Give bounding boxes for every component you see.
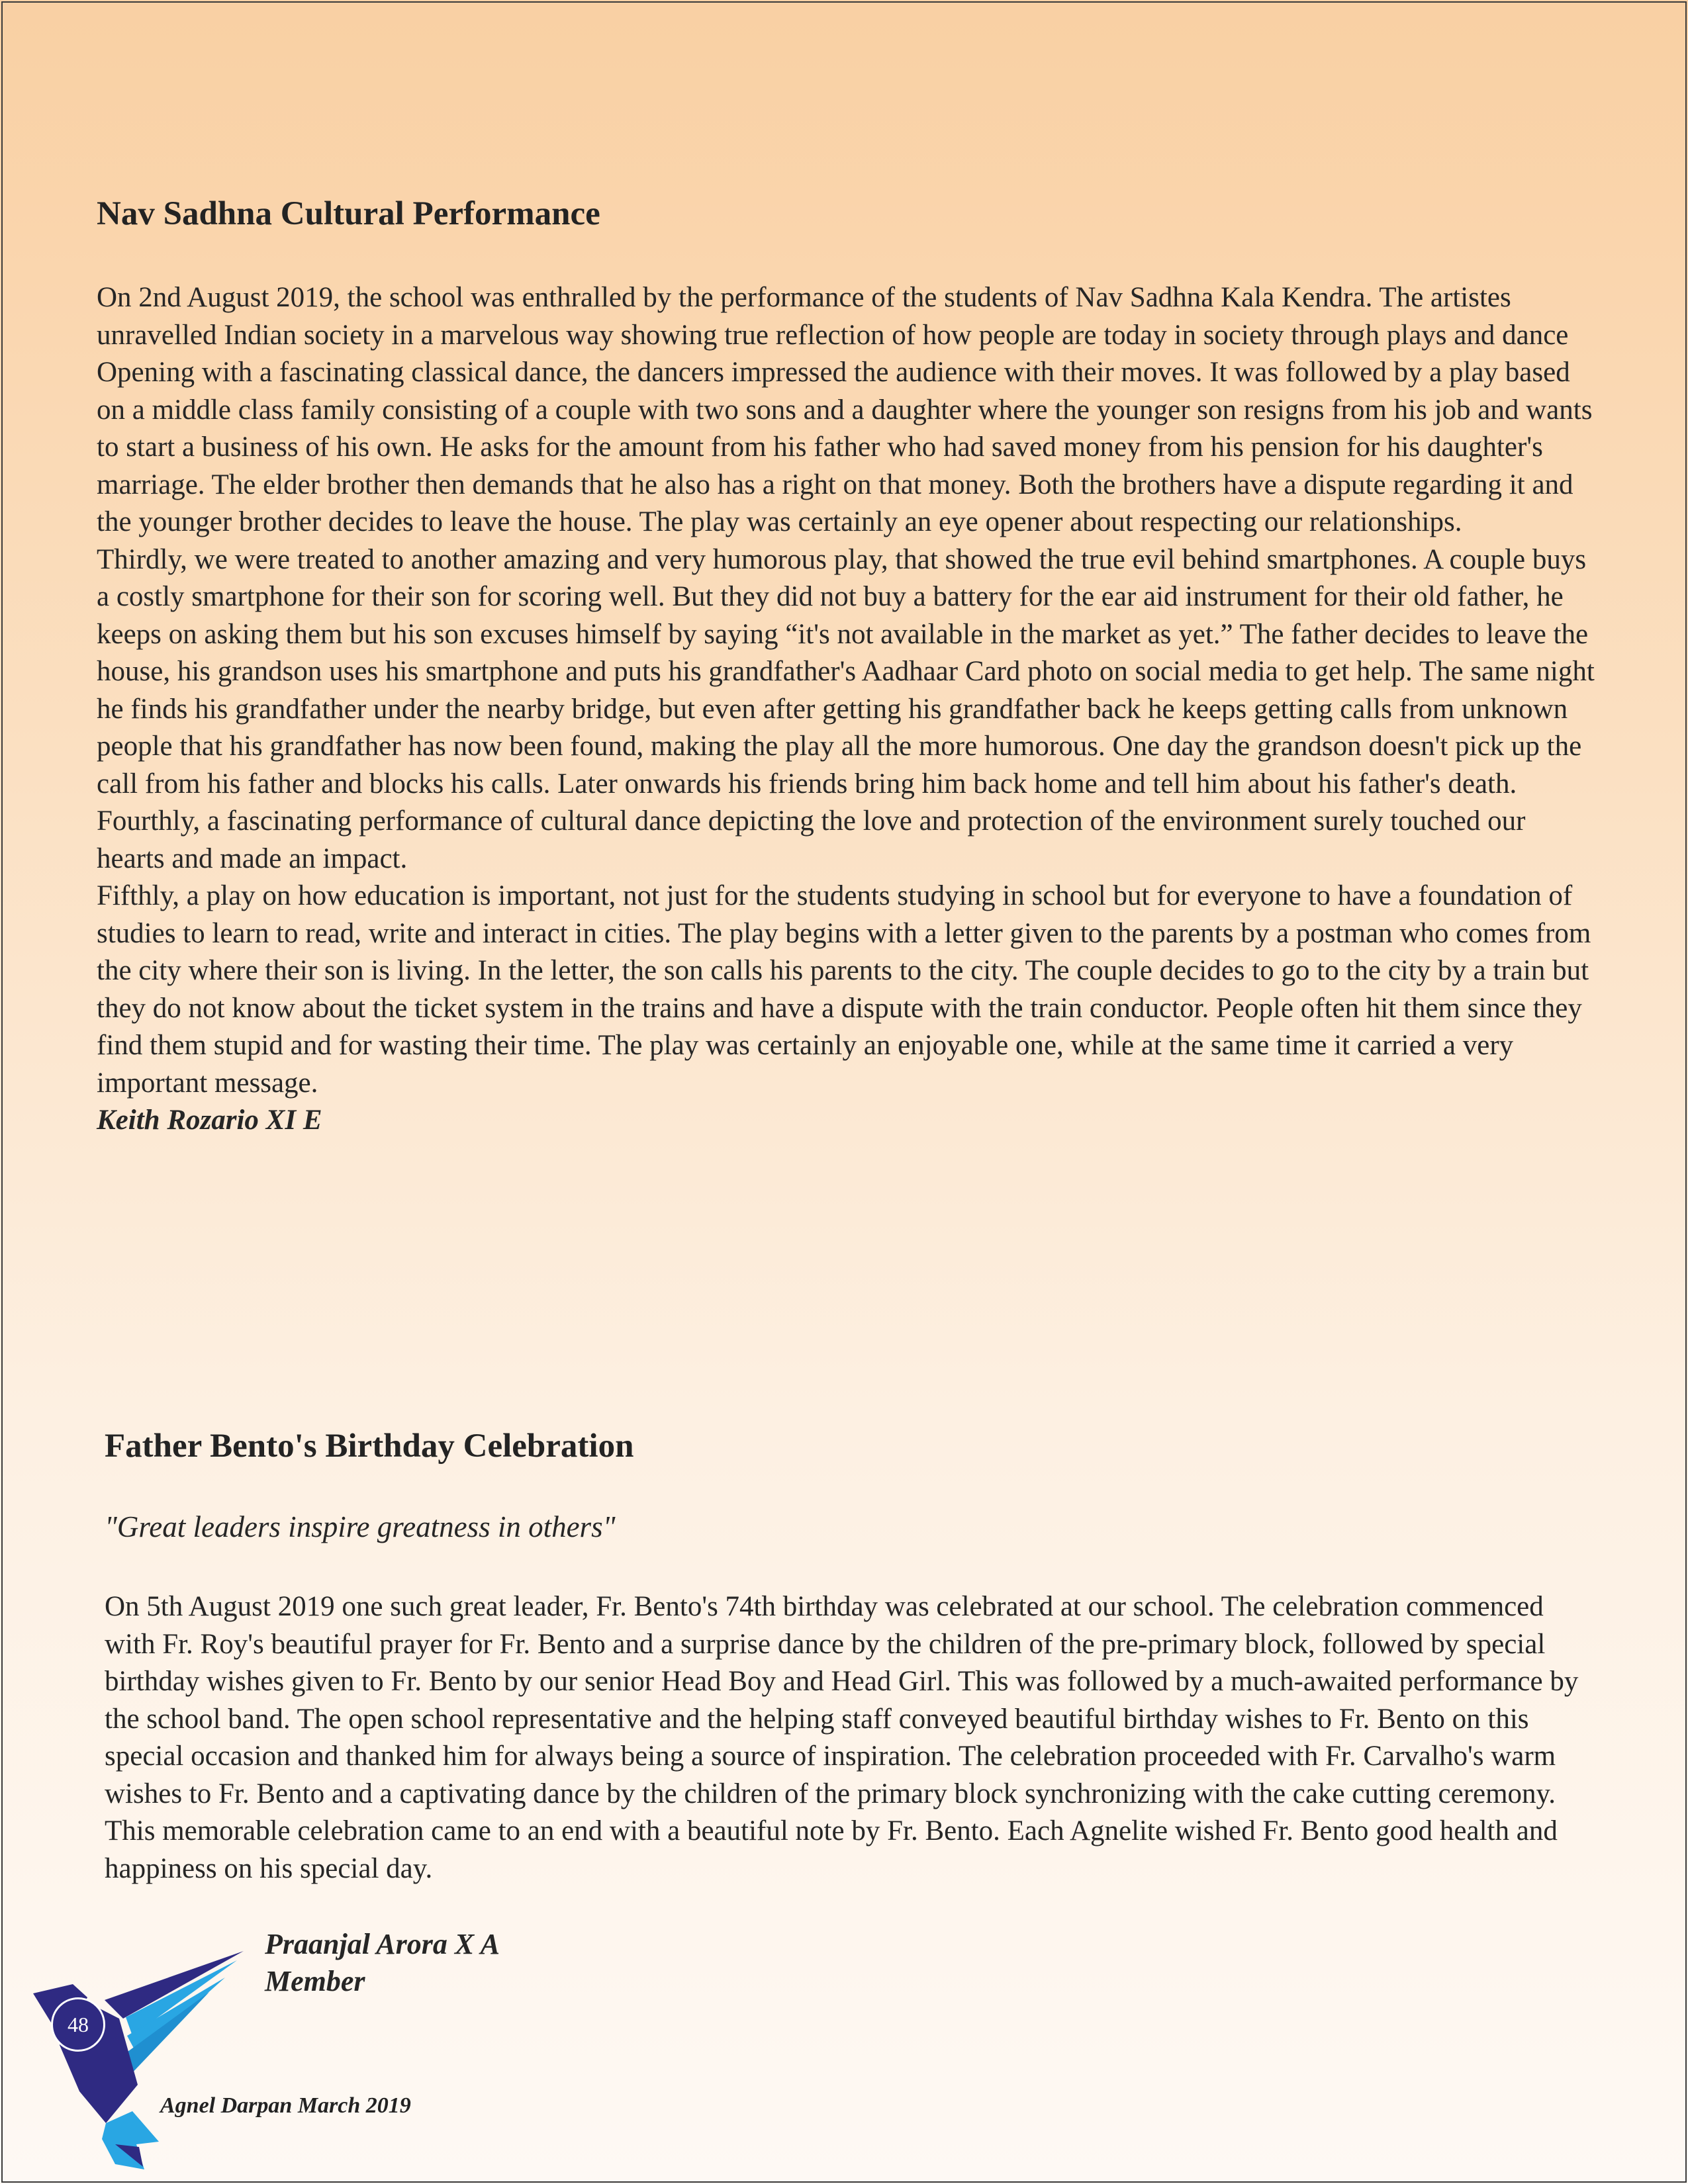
article1-paragraph: Fourthly, a fascinating performance of cultural dance depicting the love and protection of the environment surely touched our hearts and made an impact. [97, 805, 1526, 874]
article2-author-role: Member [265, 1965, 365, 1997]
article1-author: Keith Rozario XI E [97, 1105, 322, 1136]
article2-author-name: Praanjal Arora X A [265, 1928, 500, 1960]
article2-paragraph: On 5th August 2019 one such great leader, Fr. Bento's 74th birthday was celebrated at our school. The celebration commenced with Fr. Roy's beautiful prayer for Fr. Bento and a surprise dance by the children of the pre-primary block, followed by special birthday wishes given to Fr. Bento by our senior Head Boy and Head Girl. This was followed by a much-awaited performance by the school band. The open school representative and the helping staff conveyed beautiful birthday wishes to Fr. Bento on this special occasion and thanked him for always being a source of inspiration. The celebration proceeded with Fr. Carvalho's warm wishes to Fr. Bento and a captivating dance by the children of the primary block synchronizing with the cake cutting ceremony. This memorable celebration came to an end with a beautiful note by Fr. Bento. Each Agnelite wished Fr. Bento good health and happiness on his special day. [105, 1591, 1579, 1884]
article1-paragraph: On 2nd August 2019, the school was enthralled by the performance of the students of Nav Sadhna Kala Kendra. The artistes unravelled Indian society in a marvelous way showing true reflection of how people are today in society through plays and dance [97, 282, 1569, 351]
article2-quote: "Great leaders inspire greatness in others" [105, 1510, 616, 1543]
article1-paragraph: Opening with a fascinating classical dance, the dancers impressed the audience with their moves. It was followed by a play based on a middle class family consisting of a couple with two sons and a daughter where the younger son resigns from his job and wants to start a business of his own. He asks for the amount from his father who had saved money from his pension for his daughter's marriage. The elder brother then demands that he also has a right on that money. Both the brothers have a dispute regarding it and the younger brother decides to leave the house. The play was certainly an eye opener about respecting our relationships. [97, 357, 1593, 537]
article1-title: Nav Sadhna Cultural Performance [97, 195, 600, 232]
article1-paragraph: Fifthly, a play on how education is important, not just for the students studying in school but for everyone to have a foundation of studies to learn to read, write and interact in cities. The play begins with a letter given to the parents by a postman who comes from the city where their son is living. In the letter, the son calls his parents to the city. The couple decides to go to the city by a train but they do not know about the ticket system in the trains and have a dispute with the train conductor. People often hit them since they find them stupid and for wasting their time. The play was certainly an enjoyable one, while at the same time it carried a very important message. [97, 880, 1591, 1099]
article2-title: Father Bento's Birthday Celebration [105, 1428, 634, 1465]
article2-body [105, 1588, 1594, 1888]
article1-paragraph: Thirdly, we were treated to another amazing and very humorous play, that showed the true evil behind smartphones. A couple buys a costly smartphone for their son for scoring well. But they did not buy a battery for the ear aid instrument for their old father, he keeps on asking them but his son excuses himself by saying “it's not available in the market as yet.” The father decides to leave the house, his grandson uses his smartphone and puts his grandfather's Aadhaar Card photo on social media to get help. The same night he finds his grandfather under the nearby bridge, but even after getting his grandfather back he keeps getting calls from unknown people that his grandfather has now been found, making the play all the more humorous. One day the grandson doesn't pick up the call from his father and blocks his calls. Later onwards his friends bring him back home and tell him about his father's death. [97, 543, 1595, 799]
publication-footer: Agnel Darpan March 2019 [160, 2093, 411, 2118]
page-number: 48 [51, 1997, 105, 2052]
article1-body [97, 279, 1599, 1140]
bird-logo-icon [26, 1946, 252, 2171]
